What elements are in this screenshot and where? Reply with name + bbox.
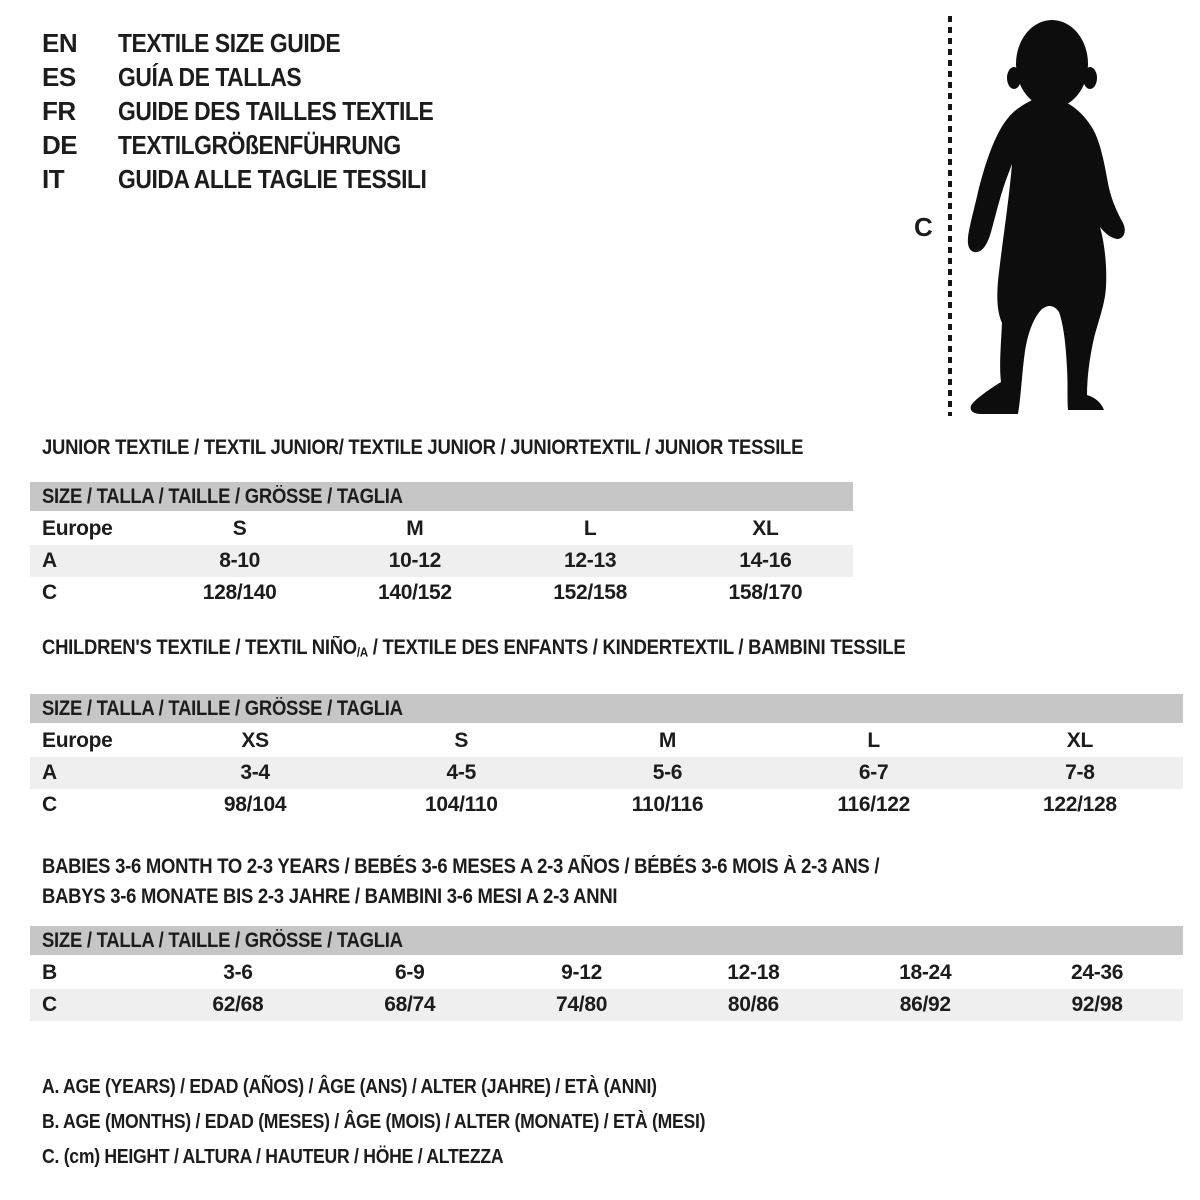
- children-title-text: CHILDREN'S TEXTILE / TEXTIL NIÑO/A / TEXTILE DES ENFANTS / KINDERTEXTIL / BAMBINI TESSILE: [42, 636, 906, 660]
- height-measure-label: C: [914, 212, 933, 242]
- language-code: EN: [42, 27, 78, 58]
- language-row: [42, 26, 476, 60]
- size-cell: 104/110: [424, 793, 498, 817]
- row-label: C: [42, 581, 57, 604]
- size-cell: 14-16: [739, 549, 792, 572]
- babies-section: [30, 852, 1183, 1021]
- size-cell: 9-12: [561, 961, 602, 984]
- babies-title-line2: BABYS 3-6 MONATE BIS 2-3 JAHRE / BAMBINI 3-6 MESI A 2-3 ANNI: [42, 885, 618, 908]
- size-table-row: [30, 757, 1183, 789]
- row-label: C: [42, 993, 57, 1016]
- size-cell: 92/98: [1071, 993, 1123, 1016]
- size-cell: M: [658, 729, 677, 753]
- size-cell: 5-6: [652, 761, 683, 785]
- junior-section: [30, 437, 853, 609]
- language-title: GUIDA ALLE TAGLIE TESSILI: [118, 163, 427, 194]
- language-row: [42, 128, 476, 162]
- size-table-row: [30, 725, 1183, 757]
- size-cell: 140/152: [377, 581, 452, 604]
- size-cell: 10-12: [388, 549, 441, 572]
- row-label: B: [42, 961, 57, 984]
- language-row: [42, 60, 476, 94]
- language-code: IT: [42, 163, 65, 194]
- children-title-subscript: /A: [356, 644, 368, 660]
- language-title: TEXTILGRÖßENFÜHRUNG: [118, 129, 401, 160]
- size-table-row: [30, 513, 853, 545]
- size-cell: 80/86: [727, 993, 779, 1016]
- babies-size-header-bar: [30, 926, 1183, 955]
- size-cell: M: [406, 517, 424, 540]
- size-cell: XS: [241, 729, 269, 753]
- language-row: [42, 94, 476, 128]
- size-cell: 6-9: [395, 961, 425, 984]
- babies-size-table: [30, 957, 1183, 1021]
- language-title: GUÍA DE TALLAS: [118, 61, 302, 92]
- size-cell: 128/140: [202, 581, 277, 604]
- size-table-row: [30, 545, 853, 577]
- junior-title-text: JUNIOR TEXTILE / TEXTIL JUNIOR/ TEXTILE JUNIOR / JUNIORTEXTIL / JUNIOR TESSILE: [42, 436, 804, 459]
- size-cell: XL: [1066, 729, 1093, 753]
- size-cell: 12-18: [727, 961, 780, 984]
- junior-size-header-bar: [30, 482, 853, 511]
- size-cell: 122/128: [1042, 793, 1117, 817]
- language-code: DE: [42, 129, 78, 160]
- babies-title-line1: BABIES 3-6 MONTH TO 2-3 YEARS / BEBÉS 3-6 MESES A 2-3 AÑOS / BÉBÉS 3-6 MOIS À 2-3 ANS /: [42, 855, 880, 878]
- children-size-table: [30, 725, 1183, 821]
- children-section: [30, 637, 1183, 821]
- size-cell: 3-6: [223, 961, 253, 984]
- measure-legend: [42, 1070, 796, 1175]
- size-cell: S: [454, 729, 469, 753]
- size-cell: 12-13: [564, 549, 617, 572]
- size-cell: 18-24: [899, 961, 952, 984]
- language-title: GUIDE DES TAILLES TEXTILE: [118, 95, 434, 126]
- size-cell: 8-10: [219, 549, 261, 572]
- size-cell: 86/92: [899, 993, 951, 1016]
- size-cell: 74/80: [556, 993, 608, 1016]
- size-table-row: [30, 789, 1183, 821]
- size-cell: 7-8: [1065, 761, 1095, 785]
- babies-section-title: [30, 852, 1183, 912]
- legend-line-b: B. AGE (MONTHS) / EDAD (MESES) / ÂGE (MOIS) / ALTER (MONATE) / ETÀ (MESI): [42, 1111, 706, 1133]
- size-cell: 110/116: [631, 793, 704, 817]
- size-header-text: SIZE / TALLA / TAILLE / GRÖSSE / TAGLIA: [42, 696, 403, 720]
- junior-size-table: [30, 513, 853, 609]
- size-cell: L: [583, 517, 597, 540]
- legend-line-c: C. (cm) HEIGHT / ALTURA / HAUTEUR / HÖHE / ALTEZZA: [42, 1146, 504, 1168]
- size-cell: XL: [752, 517, 779, 540]
- toddler-silhouette-image: [966, 20, 1134, 416]
- size-cell: 24-36: [1070, 961, 1124, 984]
- size-table-row: [30, 577, 853, 609]
- language-code: FR: [42, 95, 76, 126]
- size-cell: 6-7: [858, 761, 889, 785]
- language-code: ES: [42, 61, 76, 92]
- row-label: C: [42, 793, 57, 817]
- size-cell: 68/74: [384, 993, 436, 1016]
- row-label: Europe: [42, 729, 113, 753]
- size-cell: 98/104: [223, 793, 287, 817]
- height-measure-dashed-line: [948, 16, 952, 416]
- size-cell: 3-4: [240, 761, 270, 785]
- size-header-text: SIZE / TALLA / TAILLE / GRÖSSE / TAGLIA: [42, 484, 403, 508]
- children-size-header-bar: [30, 694, 1183, 723]
- size-table-row: [30, 989, 1183, 1021]
- row-label: A: [42, 549, 57, 572]
- children-section-title: [30, 637, 1183, 662]
- size-cell: S: [232, 517, 247, 540]
- size-cell: 4-5: [446, 761, 476, 785]
- size-header-text: SIZE / TALLA / TAILLE / GRÖSSE / TAGLIA: [42, 928, 403, 952]
- size-cell: 62/68: [212, 993, 264, 1016]
- legend-line-a: A. AGE (YEARS) / EDAD (AÑOS) / ÂGE (ANS) / ALTER (JAHRE) / ETÀ (ANNI): [42, 1076, 657, 1098]
- language-title: TEXTILE SIZE GUIDE: [118, 27, 341, 58]
- junior-section-title: [30, 437, 853, 458]
- size-table-row: [30, 957, 1183, 989]
- size-cell: 116/122: [837, 793, 910, 817]
- size-cell: L: [867, 729, 880, 753]
- row-label: Europe: [42, 517, 113, 540]
- size-cell: 152/158: [553, 581, 628, 604]
- language-row: [42, 162, 476, 196]
- size-cell: 158/170: [728, 581, 803, 604]
- row-label: A: [42, 761, 57, 785]
- language-title-list: [42, 26, 476, 196]
